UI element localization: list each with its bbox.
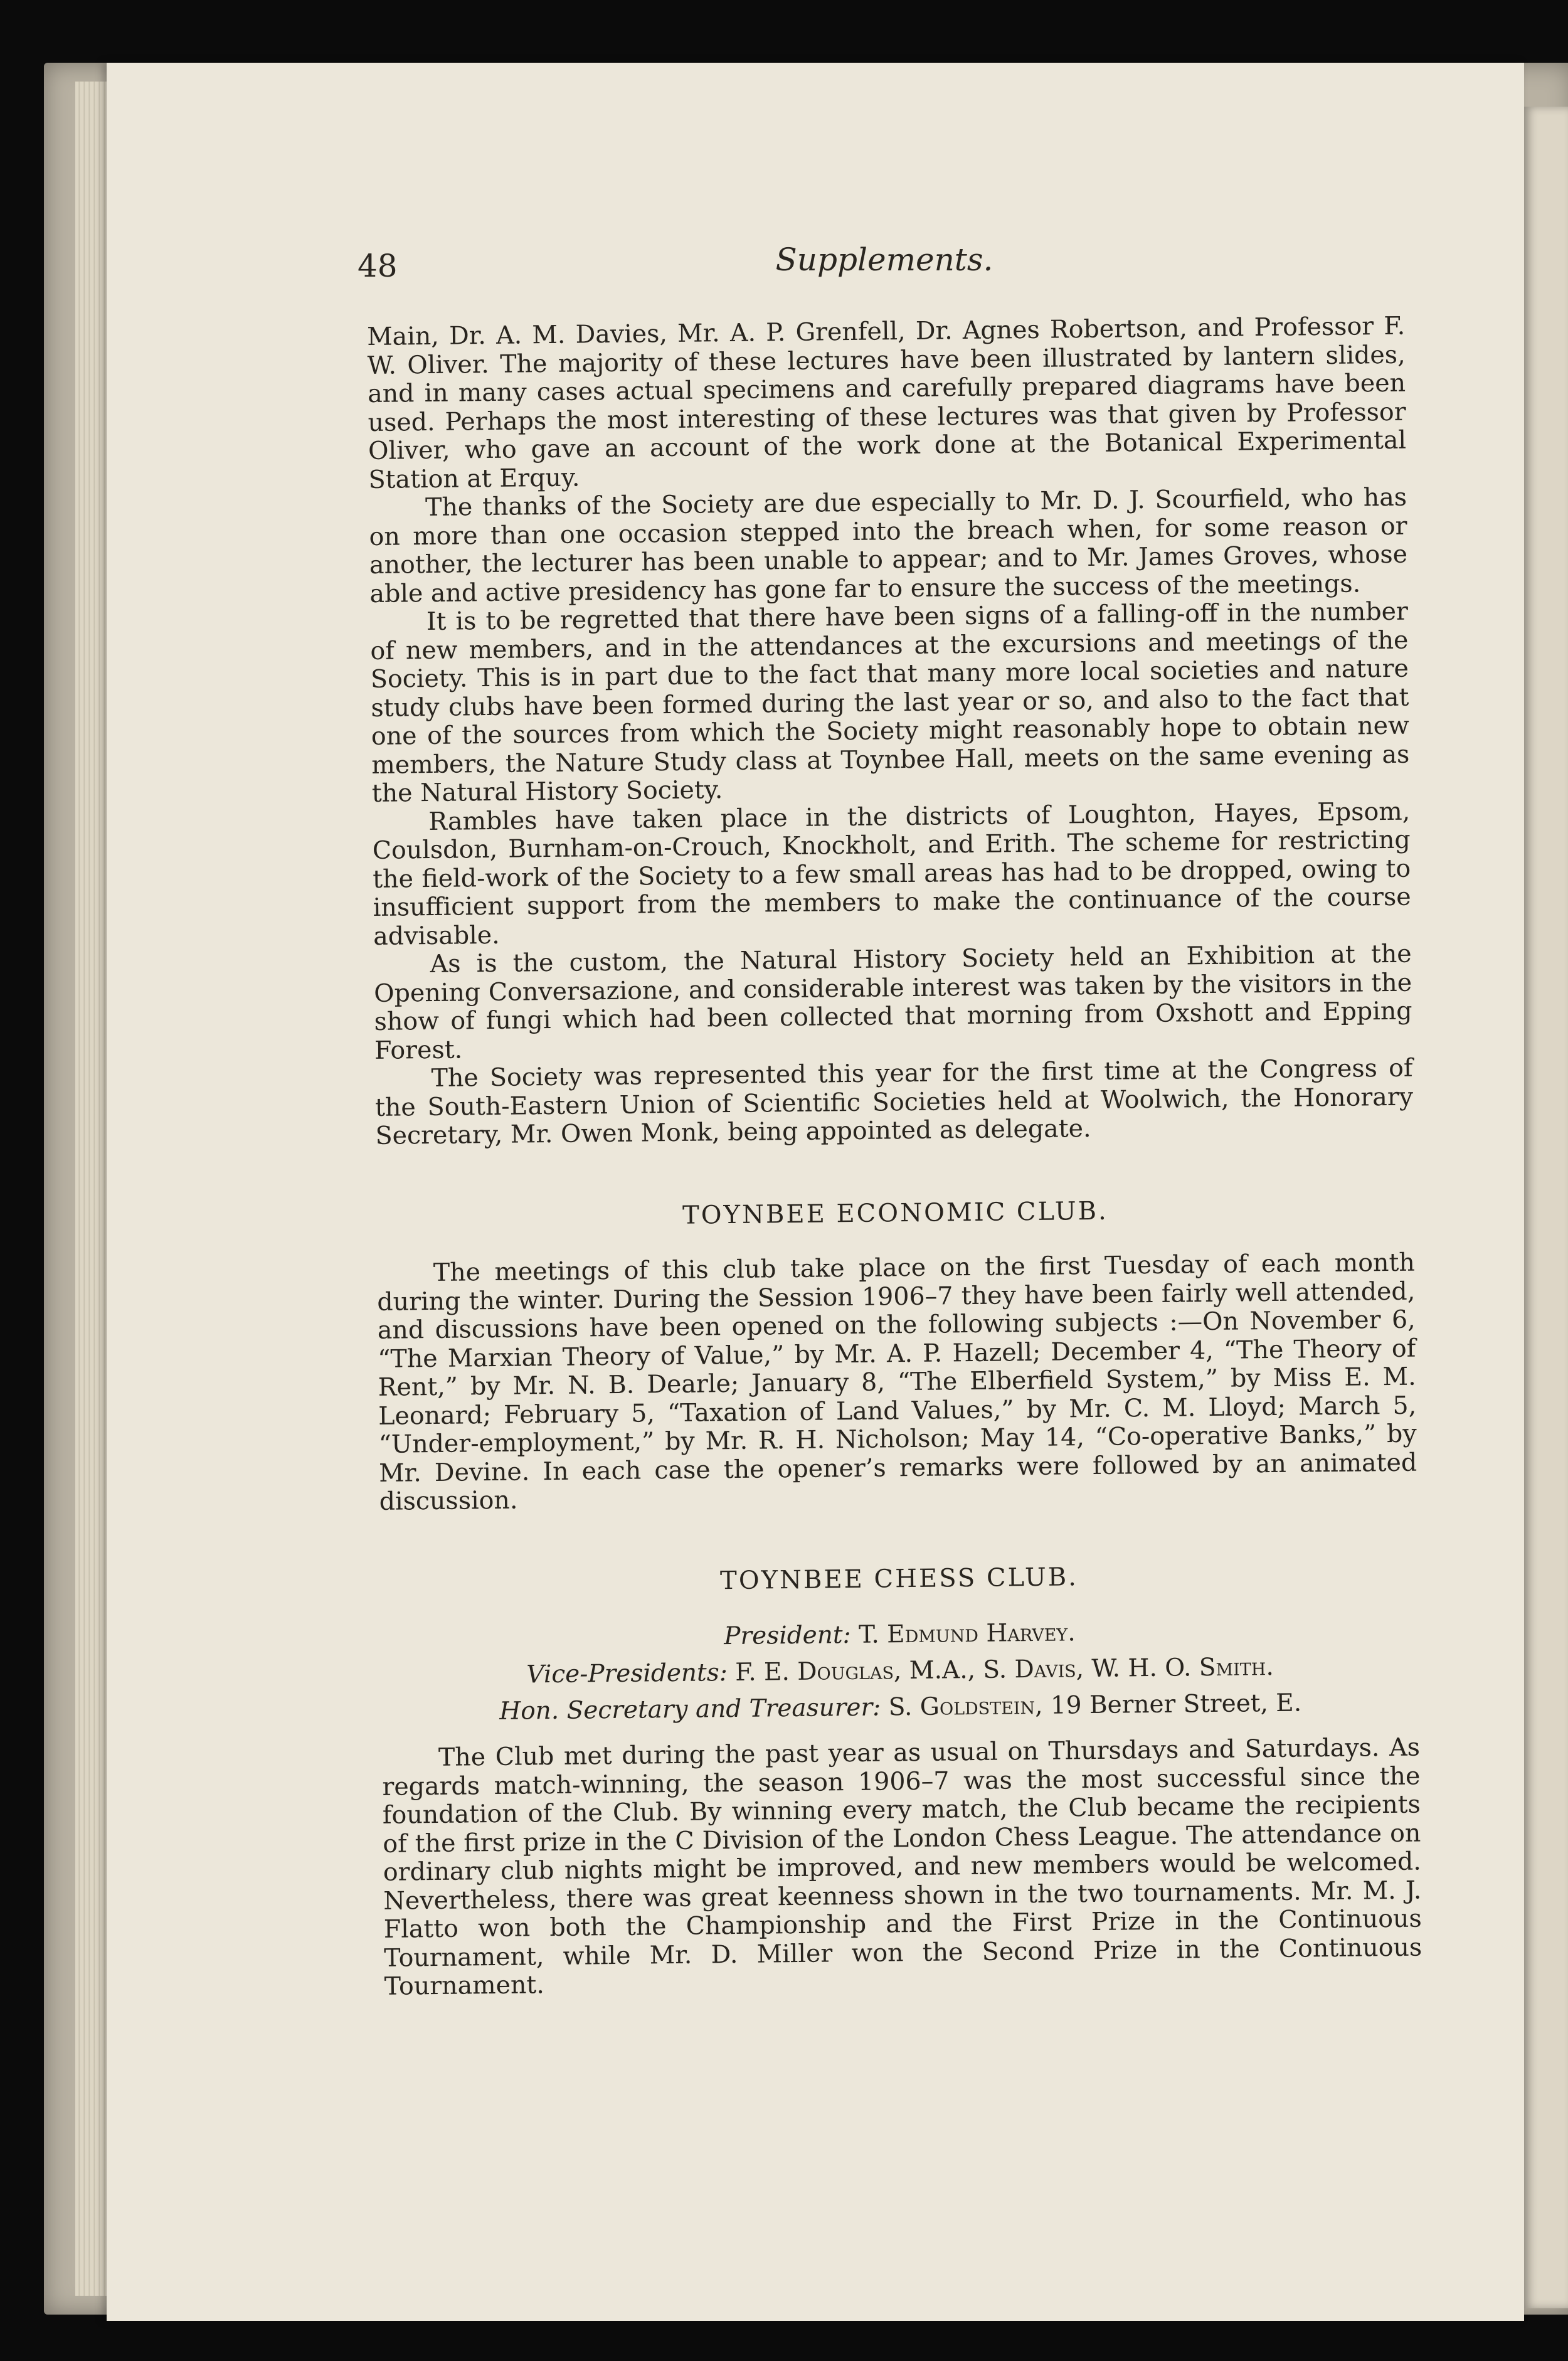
- paragraph: Main, Dr. A. M. Davies, Mr. A. P. Grenfell, Dr. Agnes Robertson, and Professor F. W. Oliver. The majority of these lectures have been illustrated by lantern slides, and in many cases actual specimens and carefully prepared diagrams have been used. Perhaps the most interesting of these lectures was that given by Professor Oliver, who gave an account of the work done at the Botanical Experimental Station at Erquy.: [366, 311, 1407, 494]
- paragraph: The meetings of this club take place on the first Tuesday of each month during the winter. During the Session 1906–7 they have been fairly well attended, and discussions have been opened on the following subjects :—On November 6, “The Marxian Theory of Value,” by Mr. A. P. Hazell; December 4, “The Theory of Rent,” by Mr. N. B. Dearle; January 8, “The Elberfield System,” by Miss E. M. Leonard; February 5, “Taxation of Land Values,” by Mr. C. M. Lloyd; March 5, “Under-employment,” by Mr. R. H. Nicholson; May 14, “Co-operative Banks,” by Mr. Devine. In each case the opener’s remarks were followed by an animated discussion.: [377, 1248, 1417, 1516]
- vice-presidents-line: [381, 1651, 1419, 1692]
- officers-list: [381, 1615, 1420, 1728]
- section-heading: TOYNBEE ECONOMIC CLUB.: [682, 1196, 1108, 1230]
- facing-page-edge: [1524, 107, 1568, 2308]
- section-heading: TOYNBEE CHESS CLUB.: [719, 1562, 1079, 1595]
- running-head: Supplements.: [775, 241, 993, 278]
- paragraph: Rambles have taken place in the districts of Loughton, Hayes, Epsom, Coulsdon, Burnham-on-Crouch, Knockholt, and Erith. The scheme for restricting the field-work of the Society to a few small areas has had to be dropped, owing to insufficient support from the members to make the continuance of the course advisable.: [372, 797, 1411, 951]
- page-header: [358, 241, 1411, 304]
- vice-presidents-label: Vice-Presidents:: [526, 1658, 728, 1689]
- secretary-line: [381, 1687, 1419, 1728]
- paragraph: The Club met during the past year as usual on Thursdays and Saturdays. As regards match-winning, the season 1906–7 was the most successful since the foundation of the Club. By winning every match, the Club became the recipients of the first prize in the C Division of the London Chess League. The attendance on ordinary club nights might be improved, and new members would be welcomed. Nevertheless, there was great keenness shown in the two tournaments. Mr. M. J. Flatto won both the Championship and the First Prize in the Continuous Tournament, while Mr. D. Miller won the Second Prize in the Continuous Tournament.: [382, 1732, 1422, 2001]
- president-name: T. Edmund Harvey.: [858, 1618, 1076, 1649]
- secretary-name: S. Goldstein,: [888, 1691, 1043, 1722]
- president-label: President:: [724, 1621, 851, 1651]
- page-number: 48: [358, 248, 398, 284]
- economic-club-section: [376, 1194, 1417, 1516]
- chess-club-section: [380, 1559, 1422, 2001]
- page-text: [367, 312, 1422, 2002]
- paragraph: It is to be regretted that there have been signs of a falling-off in the number of new members, and in the attendances at the excursions and meetings of the Society. This is in part due to the fact that many more local societies and nature study clubs have been formed during the last year or so, and also to the fact that one of the sources from which the Society might reasonably hope to obtain new members, the Nature Study class at Toynbee Hall, meets on the same evening as the Natural History Society.: [370, 597, 1410, 808]
- vice-presidents-names: F. E. Douglas, M.A., S. Davis, W. H. O. Smith.: [735, 1652, 1274, 1687]
- natural-history-section: [367, 312, 1414, 1151]
- president-line: [381, 1615, 1419, 1655]
- paragraph: The thanks of the Society are due especially to Mr. D. J. Scourfield, who has on more than one occasion stepped into the breach when, for some reason or another, the lecturer has been unable to appear; and to Mr. James Groves, whose able and active presidency has gone far to ensure the success of the meetings.: [369, 482, 1408, 608]
- secretary-label: Hon. Secretary and Treasurer:: [499, 1693, 881, 1726]
- secretary-address: 19 Berner Street, E.: [1050, 1689, 1302, 1720]
- paragraph: As is the custom, the Natural History Society held an Exhibition at the Opening Conversazione, and considerable interest was taken by the visitors in the show of fungi which had been collected that morning from Oxshott and Epping Forest.: [373, 939, 1412, 1065]
- paragraph: The Society was represented this year for the first time at the Congress of the South-Eastern Union of Scientific Societies held at Woolwich, the Honorary Secretary, Mr. Owen Monk, being appointed as delegate.: [374, 1053, 1414, 1150]
